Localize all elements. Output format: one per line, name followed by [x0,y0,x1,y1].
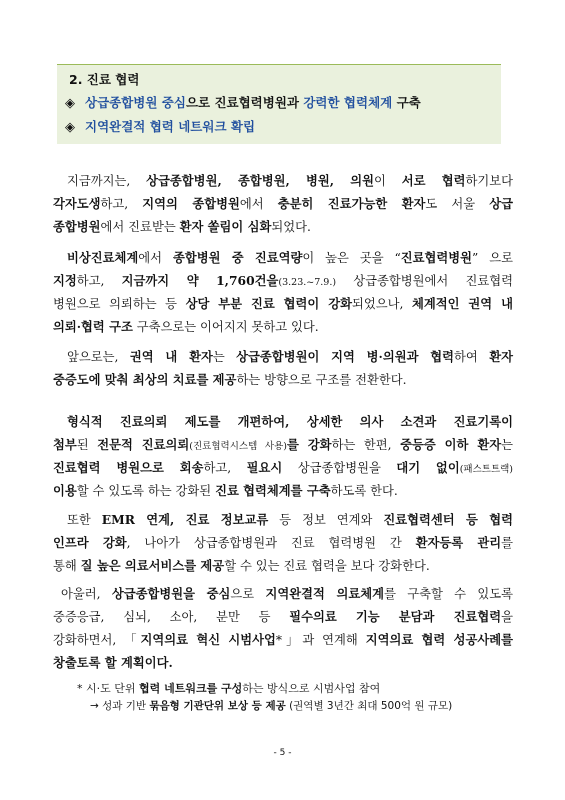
diamond-bullet-icon: ◈ [65,96,75,111]
paragraph-5: 또한 EMR 연계, 진료 정보교류 등 정보 연계와 진료협력센터 등 협력 인프라 강화, 나아가 상급종합병원과 진료 협력병원 간 환자등록 관리를 통해 질 높은 의료서비스를 제공할 수 있는 진료 협력을 보다 강화한다. [53,512,513,573]
paragraph-4: 형식적 진료의뢰 제도를 개편하여, 상세한 의사 소견과 진료기록이 첨부된 전문적 진료의뢰(진료협력시스템 사용)를 강화하는 한편, 중등증 이하 환자는 진료협력 병원으로 회송하고, 필요시 상급종합병원을 대기 없이(패스트트랙) 이용할 수 있도록 하는 강화된 진료 협력체계를 구축하도록 한다. [53,414,514,498]
page-number: - 5 - [273,748,292,758]
paragraph-3: 앞으로는, 권역 내 환자는 상급종합병원이 지역 병·의원과 협력하여 환자 중증도에 맞춰 최상의 치료를 제공하는 방향으로 구조를 전환한다. [53,349,513,387]
diamond-bullet-icon: ◈ [65,120,75,135]
summary-line-1: ◈ 상급종합병원 중심으로 진료협력병원과 강력한 협력체계 구축 [65,91,493,115]
section-title: 2. 진료 협력 [69,72,140,87]
paragraph-2: 비상진료체계에서 종합병원 중 진료역량이 높은 곳을 “진료협력병원” 으로 지정하고, 지금까지 약 1,760건을(3.23.~7.9.) 상급종합병원에서 진료협력 병원으로 의뢰하는 등 상당 부분 진료 협력이 강화되었으나, 체계적인 권역 내 의뢰·협력 구조 구축으로는 이어지지 못하고 있다. [53,250,513,334]
footnote-arrow-item: → 성과 기반 묶음형 기관단위 보상 등 제공 (권역별 3년간 최대 500억 원 규모) [90,700,453,712]
section-header-box [57,64,501,144]
footnote-bullet: * 시·도 단위 협력 네트워크를 구성하는 방식으로 시범사업 참여 [77,682,381,695]
paragraph-1: 지금까지는, 상급종합병원, 종합병원, 병원, 의원이 서로 협력하기보다 각자도생하고, 지역의 종합병원에서 충분히 진료가능한 환자도 서울 상급 종합병원에서 진료받는 환자 쏠림이 심화되었다. [53,173,513,234]
summary-line-2: ◈ 지역완결적 협력 네트워크 확립 [65,115,493,139]
paragraph-6: 아울러, 상급종합병원을 중심으로 지역완결적 의료체계를 구축할 수 있도록 중증응급, 심뇌, 소아, 분만 등 필수의료 기능 분담과 진료협력을 강화하면서, 「지역의료 혁신 시범사업*」과 연계해 지역의료 협력 성공사례를 창출토록 할 계획이다. [53,586,513,670]
